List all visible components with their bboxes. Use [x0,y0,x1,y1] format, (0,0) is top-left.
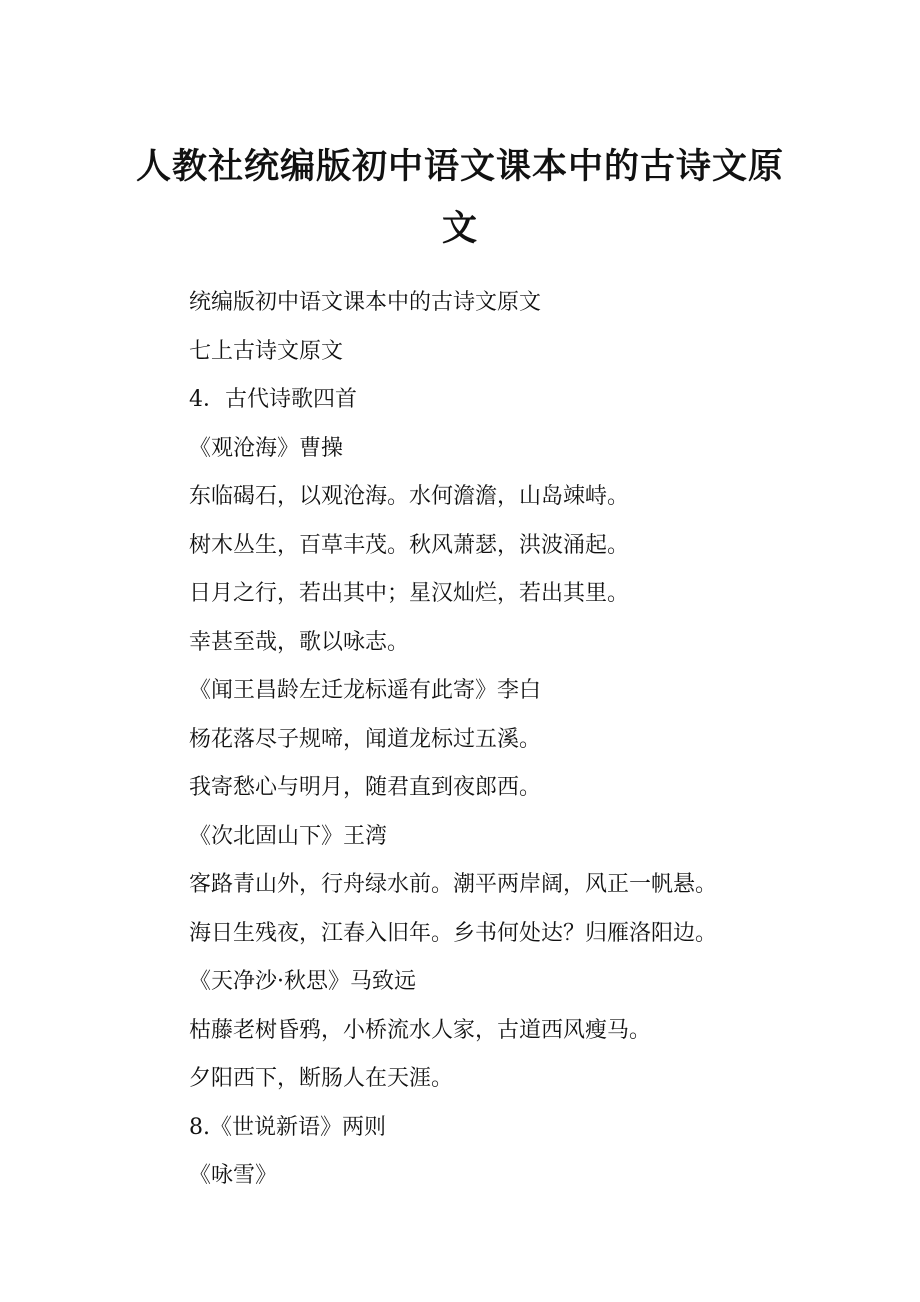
poem-line: 杨花落尽子规啼，闻道龙标过五溪。 [189,726,542,752]
poem-title: 《咏雪》 [189,1163,278,1188]
subtitle-line: 统编版初中语文课本中的古诗文原文 [189,290,542,315]
poem-line: 日月之行，若出其中；星汉灿烂，若出其里。 [189,581,630,606]
poem-title: 《观沧海》曹操 [189,435,344,461]
poem-title: 《次北固山下》王湾 [189,823,388,849]
poem-title: 《闻王昌龄左迁龙标遥有此寄》李白 [189,678,542,703]
document-body [189,282,849,1204]
poem-line: 我寄愁心与明月，随君直到夜郎西。 [189,775,542,800]
section-heading: 七上古诗文原文 [189,338,344,364]
lesson-heading: 8.《世说新语》两则 [189,1114,386,1140]
poem-line: 树木丛生，百草丰茂。秋风萧瑟，洪波涌起。 [189,532,630,558]
poem-line: 客路青山外，行舟绿水前。潮平两岸阔，风正一帆悬。 [189,872,718,897]
lesson-heading: 4．古代诗歌四首 [189,387,357,412]
poem-line: 东临碣石，以观沧海。水何澹澹，山岛竦峙。 [189,484,630,509]
poem-title: 《天净沙·秋思》马致远 [189,969,416,994]
poem-line: 枯藤老树昏鸦，小桥流水人家，古道西风瘦马。 [189,1017,652,1043]
title-line-1: 人教社统编版初中语文课本中的古诗文原 [135,146,784,187]
title-line-2: 文 [441,208,478,249]
poem-line: 海日生残夜，江春入旧年。乡书何处达？归雁洛阳边。 [189,920,718,946]
document-title [120,136,800,260]
poem-line: 幸甚至哉，歌以咏志。 [189,629,410,655]
poem-line: 夕阳西下，断肠人在天涯。 [189,1066,454,1091]
